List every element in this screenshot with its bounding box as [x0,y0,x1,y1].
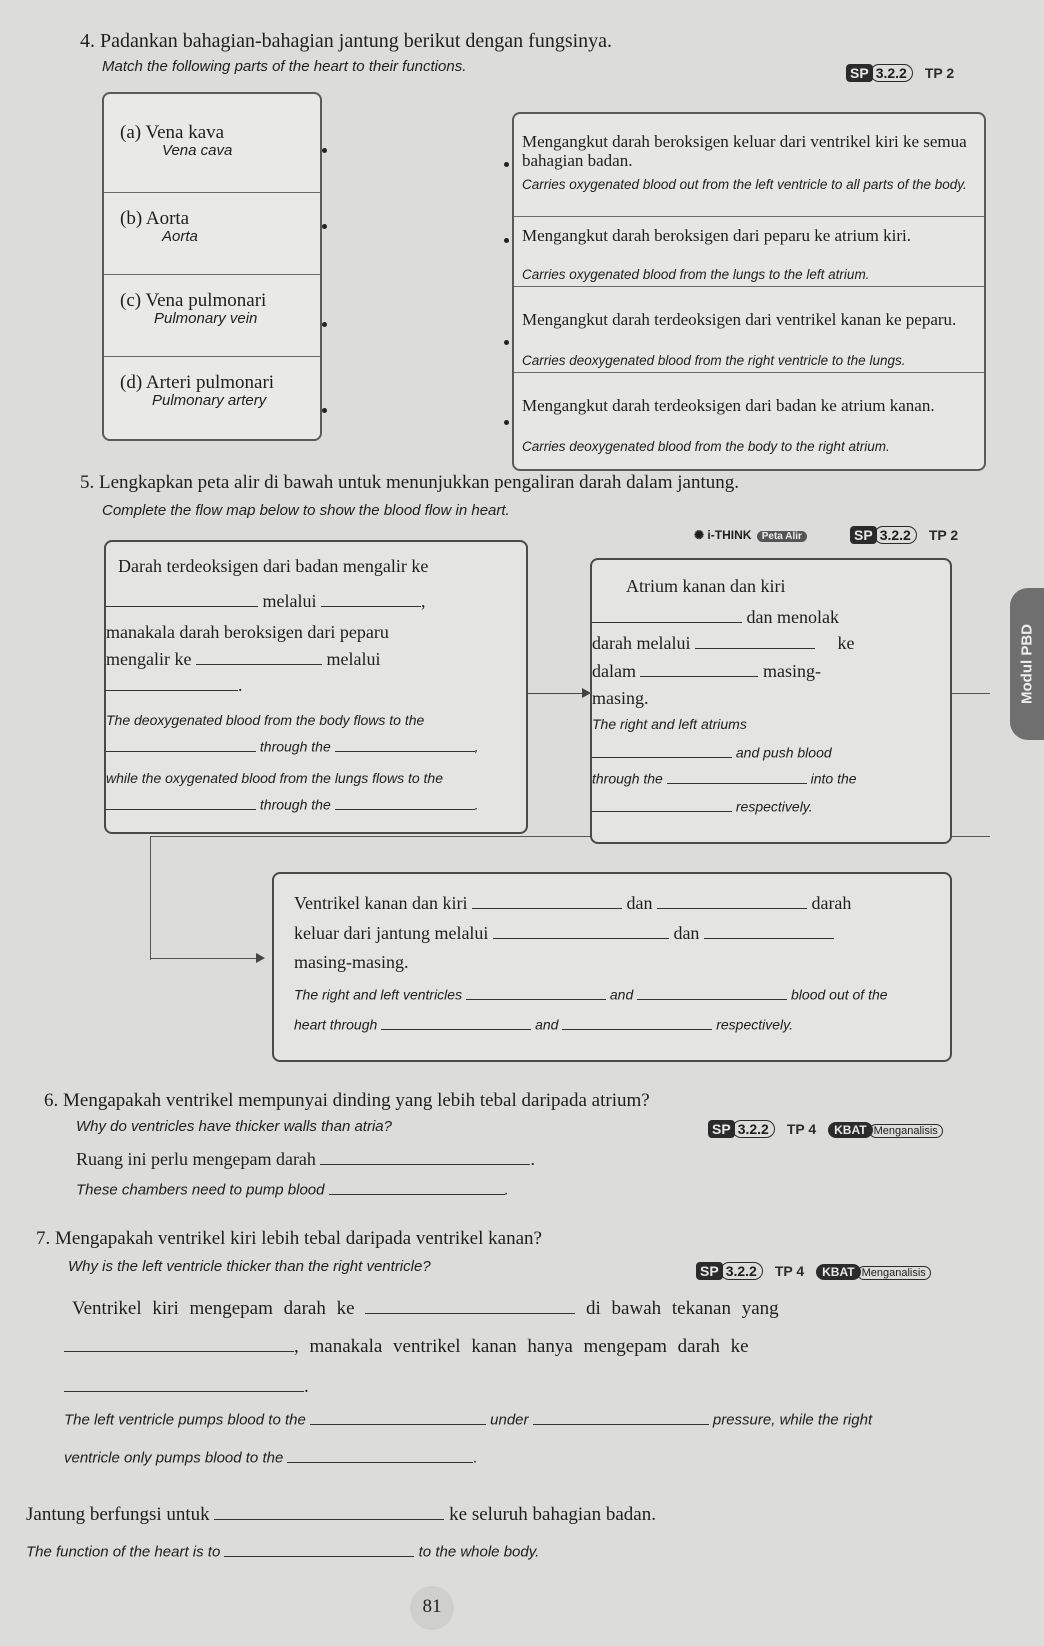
flow-text: dan [673,923,700,944]
answer-blank[interactable] [214,1502,444,1520]
flow-box-1 [104,540,528,834]
flow-en: The right and left ventricles [294,986,463,1003]
flow-en: The right and left atriums [592,716,747,732]
q6-title: 6. Mengapakah ventrikel mempunyai dinding yang lebih tebal daripada atrium? [44,1090,650,1111]
answer-blank[interactable] [310,1410,486,1425]
flow-en: through the [259,738,331,755]
answer-prompt: The function of the heart is to [26,1543,221,1561]
flow-en: The deoxygenated blood from the body flows to the [106,712,425,728]
functions-box [512,112,986,471]
answer-prompt: The left ventricle pumps blood to the [64,1411,306,1429]
part-en: Vena cava [162,142,233,159]
kbat-type-badge: Menganalisis [869,1124,943,1138]
answer-blank[interactable] [667,770,807,784]
answer-prompt: These chambers need to pump blood [76,1181,325,1199]
tp-badge: TP 4 [786,1121,817,1137]
answer-blank[interactable] [106,674,238,691]
flow-text: melalui [326,649,381,670]
part-en: Aorta [162,228,198,245]
sp-number-badge: 3.2.2 [870,64,913,82]
flow-line [294,1016,793,1033]
flow-line: melalui , [106,590,425,612]
match-dot[interactable] [322,224,327,229]
flow-box-2 [590,558,952,844]
function-en: Carries oxygenated blood out from the left ventricle to all parts of the body. [522,177,967,192]
flow-en: respectively. [735,798,813,815]
final-ms [26,1502,656,1526]
flow-text: ke [837,633,855,654]
flow-text: dalam [592,661,636,682]
brain-icon: ✺ [694,528,705,542]
sp-badge: SP [846,64,873,82]
flow-en: and [535,1016,559,1033]
q5-badges [850,526,958,545]
flow-line [592,632,854,654]
flow-en: blood out of the [791,986,888,1003]
flow-text: dan menolak [746,607,839,628]
answer-blank[interactable] [64,1374,304,1392]
answer-blank[interactable] [365,1296,575,1314]
flow-text: manakala darah beroksigen dari peparu [106,622,389,642]
flow-line [106,674,243,696]
answer-blank[interactable] [466,986,606,1000]
q4-badges [846,64,954,83]
answer-blank[interactable] [381,1016,531,1030]
answer-blank[interactable] [640,660,758,677]
kbat-badge: KBAT [816,1264,860,1280]
q7-line2 [64,1334,749,1358]
answer-blank[interactable] [695,632,815,649]
function-text: Mengangkut darah beroksigen keluar dari ventrikel kiri ke semua bahagian badan. [522,132,967,170]
answer-blank[interactable] [562,1016,712,1030]
function-text: Mengangkut darah terdeoksigen dari badan ke atrium kanan. [522,396,935,415]
kbat-type-badge: Menganalisis [857,1266,931,1280]
page-number: 81 [422,1596,442,1617]
peta-alir-badge: Peta Alir [757,531,807,542]
q7-badges [696,1262,931,1281]
answer-blank[interactable] [704,922,834,939]
answer-prompt: , manakala ventrikel kanan hanya mengepam darah ke [294,1336,749,1358]
q5-subtitle: Complete the flow map below to show the blood flow in heart. [102,502,510,519]
q7-en2: ventricle only pumps blood to the . [64,1449,478,1467]
function-en: Carries deoxygenated blood from the right ventricle to the lungs. [522,353,906,368]
sp-badge: SP [708,1120,735,1138]
answer-prompt: pressure, while the right [712,1411,873,1429]
answer-prompt: to the whole body. [418,1543,540,1561]
q5-title: 5. Lengkapkan peta alir di bawah untuk menunjukkan pengaliran darah dalam jantung. [80,472,739,493]
sp-number-badge: 3.2.2 [874,526,917,544]
flow-line: through the . [106,796,479,813]
answer-blank[interactable] [592,798,732,812]
flow-line [294,986,888,1003]
q6-badges [708,1120,943,1139]
flow-line [106,648,380,670]
tp-badge: TP 2 [928,527,959,543]
tp-badge: TP 2 [924,65,955,81]
flow-line [592,770,857,787]
answer-prompt: ventricle only pumps blood to the [64,1449,284,1467]
connector-arrow [525,693,587,694]
match-dot[interactable] [504,420,509,425]
sp-number-badge: 3.2.2 [732,1120,775,1138]
function-text: Mengangkut darah terdeoksigen dari ventrikel kanan ke peparu. [522,310,957,329]
answer-blank[interactable] [592,744,732,758]
function-en: Carries deoxygenated blood from the body to the right atrium. [522,439,890,454]
q6-subtitle: Why do ventricles have thicker walls than atria? [76,1118,392,1135]
part-label: (a) Vena kava [120,122,225,143]
answer-blank[interactable] [329,1180,505,1195]
flow-en: through the [592,770,663,787]
flow-line [592,744,832,761]
flow-text: darah [811,893,852,914]
flow-box-3 [272,872,952,1062]
answer-blank[interactable] [472,892,622,909]
sp-badge: SP [850,526,877,544]
part-label: (b) Aorta [120,208,190,229]
ithink-label: i-THINK [707,528,752,542]
connector-line [150,836,151,960]
match-dot[interactable] [504,238,509,243]
q7-line3: . [64,1374,309,1398]
flow-en: heart through [294,1016,378,1033]
side-tab-label: Modul PBD [1018,624,1036,704]
flow-line [592,798,813,815]
answer-blank[interactable] [106,590,258,607]
connector-arrow [150,958,260,959]
flow-en: into the [810,770,857,787]
flow-text: darah melalui [592,633,691,654]
flow-line [294,892,851,914]
answer-blank[interactable] [592,606,742,623]
answer-blank[interactable] [224,1542,414,1557]
q6-answer-en: These chambers need to pump blood . [76,1181,509,1199]
answer-blank[interactable] [335,796,475,810]
answer-blank[interactable] [196,648,322,665]
match-dot[interactable] [322,148,327,153]
q7-subtitle: Why is the left ventricle thicker than the right ventricle? [68,1258,431,1275]
flow-text: Darah terdeoksigen dari badan mengalir ke [118,556,429,576]
answer-prompt: under [490,1411,529,1429]
q7-title: 7. Mengapakah ventrikel kiri lebih tebal daripada ventrikel kanan? [36,1228,542,1249]
answer-blank[interactable] [106,738,256,752]
flow-line: through the , [106,738,479,755]
flow-text: . [238,675,243,696]
answer-blank[interactable] [320,1148,530,1165]
q5-ithink [694,528,807,542]
flow-en: through the [259,796,331,813]
final-en [26,1542,539,1561]
kbat-badge: KBAT [828,1122,872,1138]
match-dot[interactable] [322,322,327,327]
q7-en1 [64,1410,872,1429]
answer-prompt: di bawah tekanan yang [586,1298,779,1320]
flow-text: dan [626,893,653,914]
answer-blank[interactable] [637,986,787,1000]
flow-en: and [609,986,634,1003]
connector-line [950,693,990,694]
q7-line1 [72,1296,779,1320]
flow-text: masing-masing. [294,952,409,972]
part-label: (d) Arteri pulmonari [120,372,275,393]
flow-text: masing. [592,688,649,708]
answer-blank[interactable] [335,738,475,752]
flow-text: mengalir ke [106,649,192,670]
part-en: Pulmonary vein [154,310,258,327]
side-tab [1010,588,1044,740]
part-label: (c) Vena pulmonari [120,290,267,311]
answer-prompt: Ventrikel kiri mengepam darah ke [72,1298,355,1320]
q4-subtitle: Match the following parts of the heart to their functions. [102,58,467,75]
part-en: Pulmonary artery [152,392,267,409]
answer-blank[interactable] [493,922,669,939]
parts-box [102,92,322,441]
answer-prompt: Jantung berfungsi untuk [26,1504,210,1526]
answer-prompt: ke seluruh bahagian badan. [449,1504,656,1526]
page-number-badge [410,1586,454,1630]
flow-text: Atrium kanan dan kiri [626,576,786,596]
flow-en: while the oxygenated blood from the lungs flows to the [106,770,443,786]
flow-line [592,660,821,682]
answer-blank[interactable] [533,1410,709,1425]
sp-badge: SP [696,1262,723,1280]
flow-text: melalui [262,591,317,612]
flow-line [592,606,839,628]
answer-blank[interactable] [106,796,256,810]
flow-en: respectively. [716,1016,793,1033]
answer-blank[interactable] [321,590,421,607]
flow-text: masing- [762,661,821,682]
answer-blank[interactable] [287,1448,473,1463]
q4-title: 4. Padankan bahagian-bahagian jantung berikut dengan fungsinya. [80,30,613,52]
match-dot[interactable] [504,162,509,167]
flow-text: keluar dari jantung melalui [294,923,489,944]
sp-number-badge: 3.2.2 [720,1262,763,1280]
answer-blank[interactable] [657,892,807,909]
flow-en: and push blood [735,744,832,761]
answer-blank[interactable] [64,1334,294,1352]
q6-answer-ms: Ruang ini perlu mengepam darah . [76,1149,535,1170]
function-text: Mengangkut darah beroksigen dari peparu ke atrium kiri. [522,226,911,245]
answer-prompt: Ruang ini perlu mengepam darah [76,1149,316,1170]
function-en: Carries oxygenated blood from the lungs to the left atrium. [522,267,870,282]
match-dot[interactable] [322,408,327,413]
flow-line [294,922,834,944]
match-dot[interactable] [504,340,509,345]
flow-text: Ventrikel kanan dan kiri [294,893,468,914]
arrowhead [256,953,265,963]
tp-badge: TP 4 [774,1263,805,1279]
